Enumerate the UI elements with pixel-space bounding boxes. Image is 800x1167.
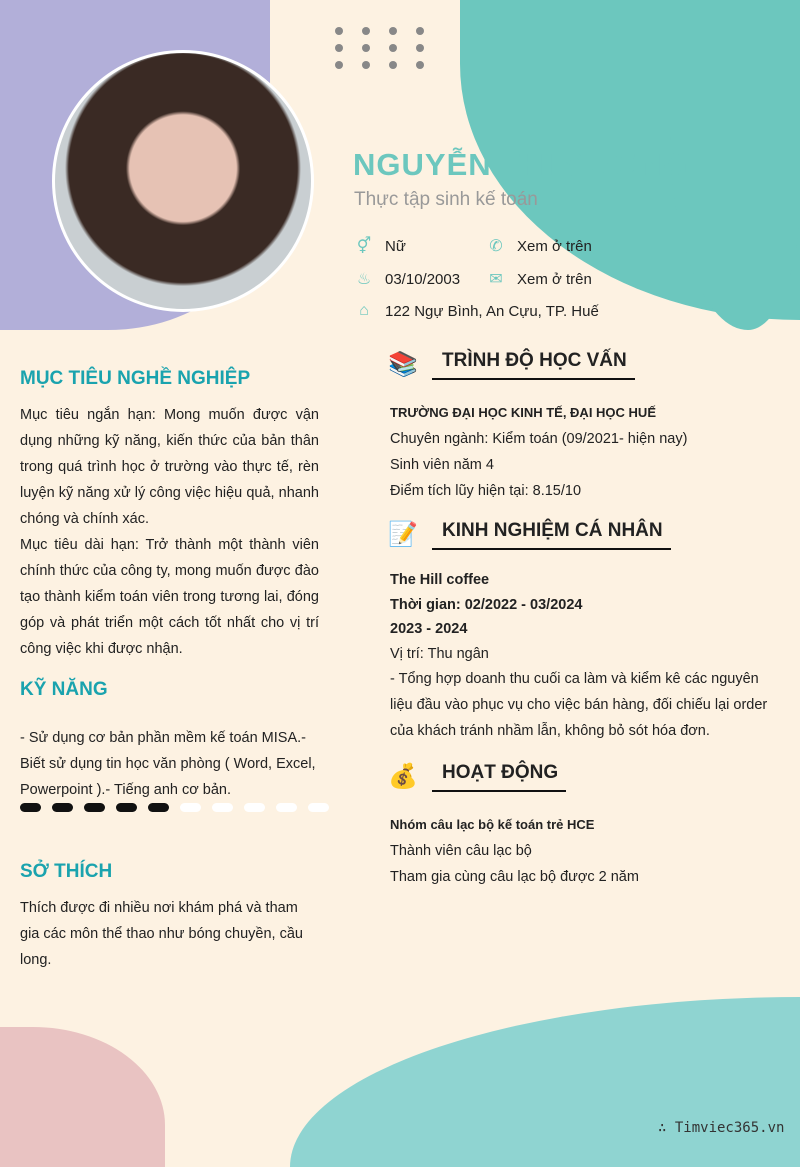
rating-pill-empty <box>180 803 201 812</box>
birthday: 03/10/2003 <box>385 270 461 288</box>
gender-icon: ⚥ <box>356 238 372 255</box>
hobbies-heading: SỞ THÍCH <box>20 861 113 882</box>
mail-icon: ✉ <box>489 271 503 288</box>
education-heading: 📚 TRÌNH ĐỘ HỌC VẤN <box>388 350 635 380</box>
activities-block: Nhóm câu lạc bộ kế toán trẻ HCE Thành viên câu lạc bộ Tham gia cùng câu lạc bộ được 2 năm <box>390 817 639 885</box>
rating-pill-empty <box>244 803 265 812</box>
experience-block: The Hill coffee Thời gian: 02/2022 - 03/2024 2023 - 2024 Vị trí: Thu ngân - Tổng hợp doanh thu cuối ca làm và kiểm kê các nguyên liệu đầu vào phục vụ cho việc bán hàng, đối chiếu lại order của khách tránh nhầm lẫn, không bỏ sót hóa đơn. <box>390 572 768 739</box>
objective-text: Mục tiêu ngắn hạn: Mong muốn được vận dụng những kỹ năng, kiến thức của bản thân trong quá trình học ở trường vào thực tế, rèn luyện kỹ năng xử lý công việc hiệu quả, nhanh chóng và chính xác. Mục tiêu dài hạn: Trở thành một thành viên chính thức của công ty, mong muốn được đào tạo thành kiểm toán viên trong tương lai, đóng góp và phát triển một cách tốt nhất cho vị trí công việc khi được nhận. <box>20 407 319 657</box>
skill-rating <box>20 803 329 812</box>
rating-pill-filled <box>20 803 41 812</box>
rating-pill-empty <box>276 803 297 812</box>
gender: Nữ <box>385 237 406 255</box>
education-block: TRƯỜNG ĐẠI HỌC KINH TẾ, ĐẠI HỌC HUẾ Chuyên ngành: Kiểm toán (09/2021- hiện nay) Sinh viên năm 4 Điểm tích lũy hiện tại: 8.15/10 <box>390 405 688 499</box>
home-icon: ⌂ <box>359 302 369 319</box>
activities-heading: 💰 HOẠT ĐỘNG <box>388 762 566 792</box>
rating-pill-filled <box>148 803 169 812</box>
coins-icon: 💰 <box>388 763 418 790</box>
decor-blob <box>0 1027 165 1167</box>
gender-row <box>355 236 406 256</box>
address-row <box>355 302 599 320</box>
decor-blob <box>290 997 800 1167</box>
email: Xem ở trên <box>517 270 592 288</box>
phone-icon: ✆ <box>489 238 503 255</box>
watermark: ∴ Timviec365.vn <box>658 1120 785 1136</box>
rating-pill-empty <box>308 803 329 812</box>
cake-icon: ♨ <box>356 271 372 288</box>
hobbies-text: Thích được đi nhiều nơi khám phá và tham gia các môn thể thao như bóng chuyền, cầu long. <box>20 900 303 968</box>
email-row <box>487 269 592 289</box>
rating-pill-filled <box>84 803 105 812</box>
experience-heading: 📝 KINH NGHIỆM CÁ NHÂN <box>388 520 671 550</box>
objective-heading: MỤC TIÊU NGHỀ NGHIỆP <box>20 368 251 389</box>
profile-photo <box>52 50 314 312</box>
phone-row <box>487 236 592 256</box>
document-icon: 📝 <box>388 521 418 548</box>
candidate-name: NGUYỄN THỊ SƯƠNG <box>353 147 689 182</box>
address: 122 Ngự Bình, An Cựu, TP. Huế <box>385 302 599 320</box>
rating-pill-filled <box>116 803 137 812</box>
skills-text: - Sử dụng cơ bản phần mềm kế toán MISA.- Biết sử dụng tin học văn phòng ( Word, Excel, Powerpoint ).- Tiếng anh cơ bản. <box>20 730 316 798</box>
phone: Xem ở trên <box>517 237 592 255</box>
rating-pill-filled <box>52 803 73 812</box>
rating-pill-empty <box>212 803 233 812</box>
books-icon: 📚 <box>388 351 418 378</box>
decor-dots <box>335 27 424 69</box>
candidate-role: Thực tập sinh kế toán <box>354 189 538 210</box>
birthday-row <box>355 269 460 289</box>
skills-heading: KỸ NĂNG <box>20 679 108 700</box>
